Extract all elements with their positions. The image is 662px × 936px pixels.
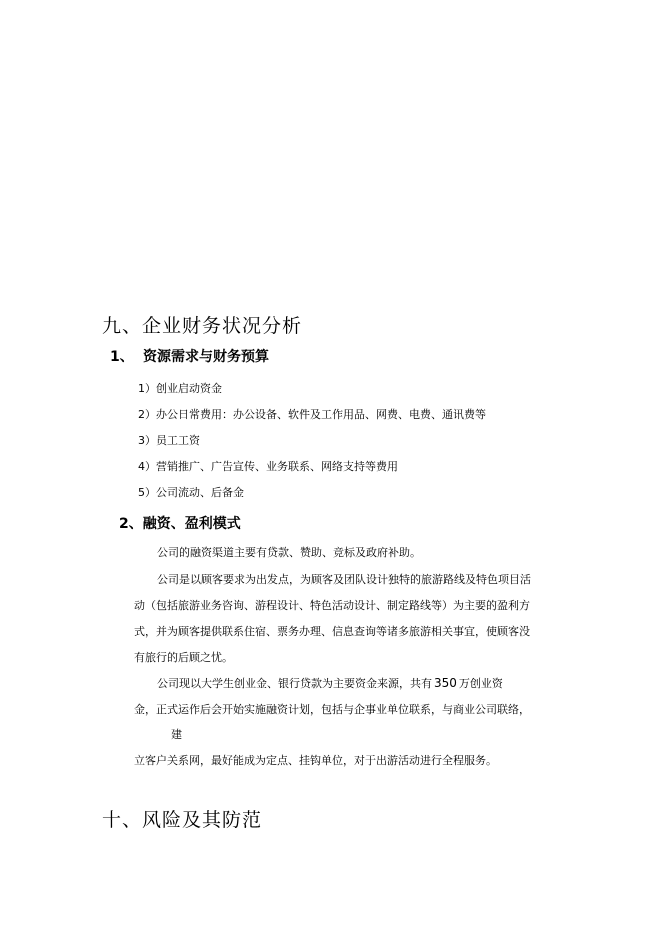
budget-item-1: 1）创业启动资金	[138, 382, 222, 395]
financing-line-5: 有旅行的后顾之忧。	[134, 651, 233, 664]
budget-item-2: 2）办公日常费用：办公设备、软件及工作用品、网费、电费、通讯费等	[138, 408, 486, 421]
budget-item-4: 4）营销推广、广告宣传、业务联系、网络支持等费用	[138, 460, 398, 473]
financing-line-8: 建	[171, 728, 182, 741]
financing-line-6-text: 公司现以大学生创业金、银行贷款为主要资金来源，共有	[157, 677, 432, 690]
subsection-1-number: 1、	[110, 349, 134, 365]
financing-line-9: 立客户关系网，最好能成为定点、挂钩单位，对于出游活动进行全程服务。	[134, 754, 497, 767]
subsection-1-title: 资源需求与财务预算	[143, 349, 269, 365]
financing-line-1: 公司的融资渠道主要有贷款、赞助、竞标及政府补助。	[157, 546, 421, 559]
budget-item-3: 3）员工工资	[138, 434, 200, 447]
financing-line-6-tail: 万创业资	[458, 677, 503, 690]
financing-line-6	[157, 675, 503, 691]
financing-line-4: 式，并为顾客提供联系住宿、票务办理、信息查询等诸多旅游相关事宜，使顾客没	[134, 625, 530, 638]
financing-line-2: 公司是以顾客要求为出发点，为顾客及团队设计独特的旅游路线及特色项目活	[157, 573, 531, 586]
financing-line-7: 金，正式运作后会开始实施融资计划，包括与企事业单位联系，与商业公司联络，	[134, 703, 530, 716]
section-10-title: 十、风险及其防范	[102, 809, 263, 831]
fund-amount: 350	[434, 676, 457, 690]
section-9-title: 九、企业财务状况分析	[102, 315, 303, 337]
budget-item-5: 5）公司流动、后备金	[138, 486, 244, 499]
financing-line-3: 动（包括旅游业务咨询、游程设计、特色活动设计、制定路线等）为主要的盈利方	[134, 599, 530, 612]
subsection-2-title: 2、融资、盈利模式	[119, 516, 241, 532]
